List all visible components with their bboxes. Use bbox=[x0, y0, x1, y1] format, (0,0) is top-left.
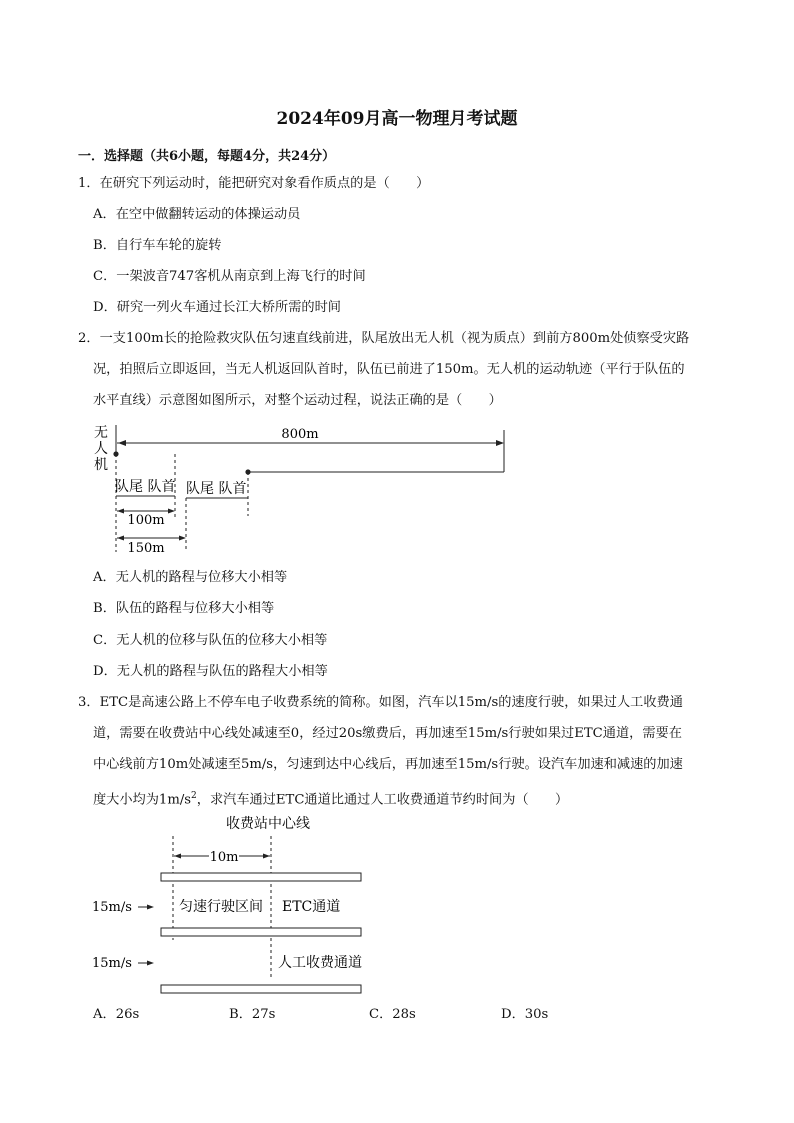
center-line-label: 收费站中心线 bbox=[226, 816, 310, 832]
q3-option-c: C．28s bbox=[369, 1007, 416, 1022]
lane-barrier-bottom bbox=[161, 985, 361, 993]
q2-stem-line-2: 况，拍照后立即返回，当无人机返回队首时，队伍已前进了150m。无人机的运动轨迹（平行于队伍的 bbox=[93, 362, 685, 377]
q3-option-d: D．30s bbox=[501, 1007, 549, 1022]
drone-label-char-1: 无 bbox=[94, 425, 108, 441]
section-heading: 一．选择题（共6小题，每题4分，共24分） bbox=[78, 149, 336, 164]
q3-line4-pre: 度大小均为1m/s bbox=[93, 792, 192, 808]
arrow-left-head bbox=[118, 440, 126, 446]
q1-option-a: A．在空中做翻转运动的体操运动员 bbox=[93, 207, 301, 222]
car-arrow-manual-head bbox=[147, 961, 154, 966]
distance-150-label: 150m bbox=[127, 541, 165, 556]
q3-option-b: B．27s bbox=[229, 1007, 276, 1022]
drone-path-diagram bbox=[88, 418, 518, 558]
toll-lane-diagram bbox=[88, 812, 378, 998]
distance-800-label: 800m bbox=[281, 427, 319, 442]
q2-stem-line-1: 2．一支100m长的抢险救灾队伍匀速直线前进，队尾放出无人机（视为质点）到前方800m处侦察受灾路 bbox=[78, 331, 690, 346]
arrow-right-head bbox=[496, 440, 504, 446]
arrow-10-right bbox=[263, 854, 270, 859]
q1-option-c: C．一架波音747客机从南京到上海飞行的时间 bbox=[93, 269, 366, 284]
lane-barrier-middle bbox=[161, 928, 361, 936]
q2-option-c: C．无人机的位移与队伍的位移大小相等 bbox=[93, 633, 328, 648]
q3-stem-line-3: 中心线前方10m处减速至5m/s，匀速到达中心线后，再加速至15m/s行驶。设汽车加速和减速的加速 bbox=[93, 757, 683, 772]
drone-label-char-2: 人 bbox=[94, 441, 108, 457]
car-arrow-etc-head bbox=[147, 905, 154, 910]
q3-line4-superscript: 2 bbox=[191, 791, 197, 801]
q3-line4-post: ，求汽车通过ETC通道比通过人工收费通道节约时间为（ ） bbox=[196, 792, 569, 808]
page-title: 2024年09月高一物理月考试题 bbox=[276, 109, 518, 129]
manual-lane-label: 人工收费通道 bbox=[278, 955, 362, 971]
q1-stem: 1．在研究下列运动时，能把研究对象看作质点的是（ ） bbox=[78, 176, 430, 191]
q2-option-d: D．无人机的路程与队伍的路程大小相等 bbox=[93, 664, 328, 679]
arrow-150-left bbox=[117, 536, 124, 541]
q3-stem-line-2: 道，需要在收费站中心线处减速至0，经过20s缴费后，再加速至15m/s行驶如果过ETC通道，需要在 bbox=[93, 726, 682, 741]
q3-stem-line-4 bbox=[93, 787, 568, 809]
uniform-zone-label: 匀速行驶区间 bbox=[179, 899, 263, 915]
q3-option-a: A．26s bbox=[93, 1007, 140, 1022]
q2-stem-line-3: 水平直线）示意图如图所示，对整个运动过程，说法正确的是（ ） bbox=[93, 393, 502, 408]
lane-barrier-top bbox=[161, 873, 361, 881]
speed-label-manual: 15m/s bbox=[92, 956, 132, 971]
arrow-10-left bbox=[174, 854, 181, 859]
arrow-100-left bbox=[117, 509, 124, 514]
q2-option-a: A．无人机的路程与位移大小相等 bbox=[93, 570, 288, 585]
q3-stem-line-1: 3．ETC是高速公路上不停车电子收费系统的简称。如图，汽车以15m/s的速度行驶，如果过人工收费通 bbox=[78, 695, 683, 710]
tail-head-label-moved: 队尾 队首 bbox=[186, 481, 247, 497]
distance-100-label: 100m bbox=[127, 513, 165, 528]
tail-head-label-initial: 队尾 队首 bbox=[115, 479, 176, 495]
arrow-100-right bbox=[168, 509, 175, 514]
q2-option-b: B．队伍的路程与位移大小相等 bbox=[93, 601, 275, 616]
q3-options bbox=[93, 1006, 593, 1026]
q1-option-b: B．自行车车轮的旋转 bbox=[93, 238, 222, 253]
q1-option-d: D．研究一列火车通过长江大桥所需的时间 bbox=[93, 300, 341, 315]
speed-label-etc: 15m/s bbox=[92, 900, 132, 915]
arrow-150-right bbox=[179, 536, 186, 541]
drone-label-char-3: 机 bbox=[94, 457, 108, 473]
distance-10-label: 10m bbox=[209, 850, 239, 865]
etc-lane-label: ETC通道 bbox=[282, 899, 341, 915]
